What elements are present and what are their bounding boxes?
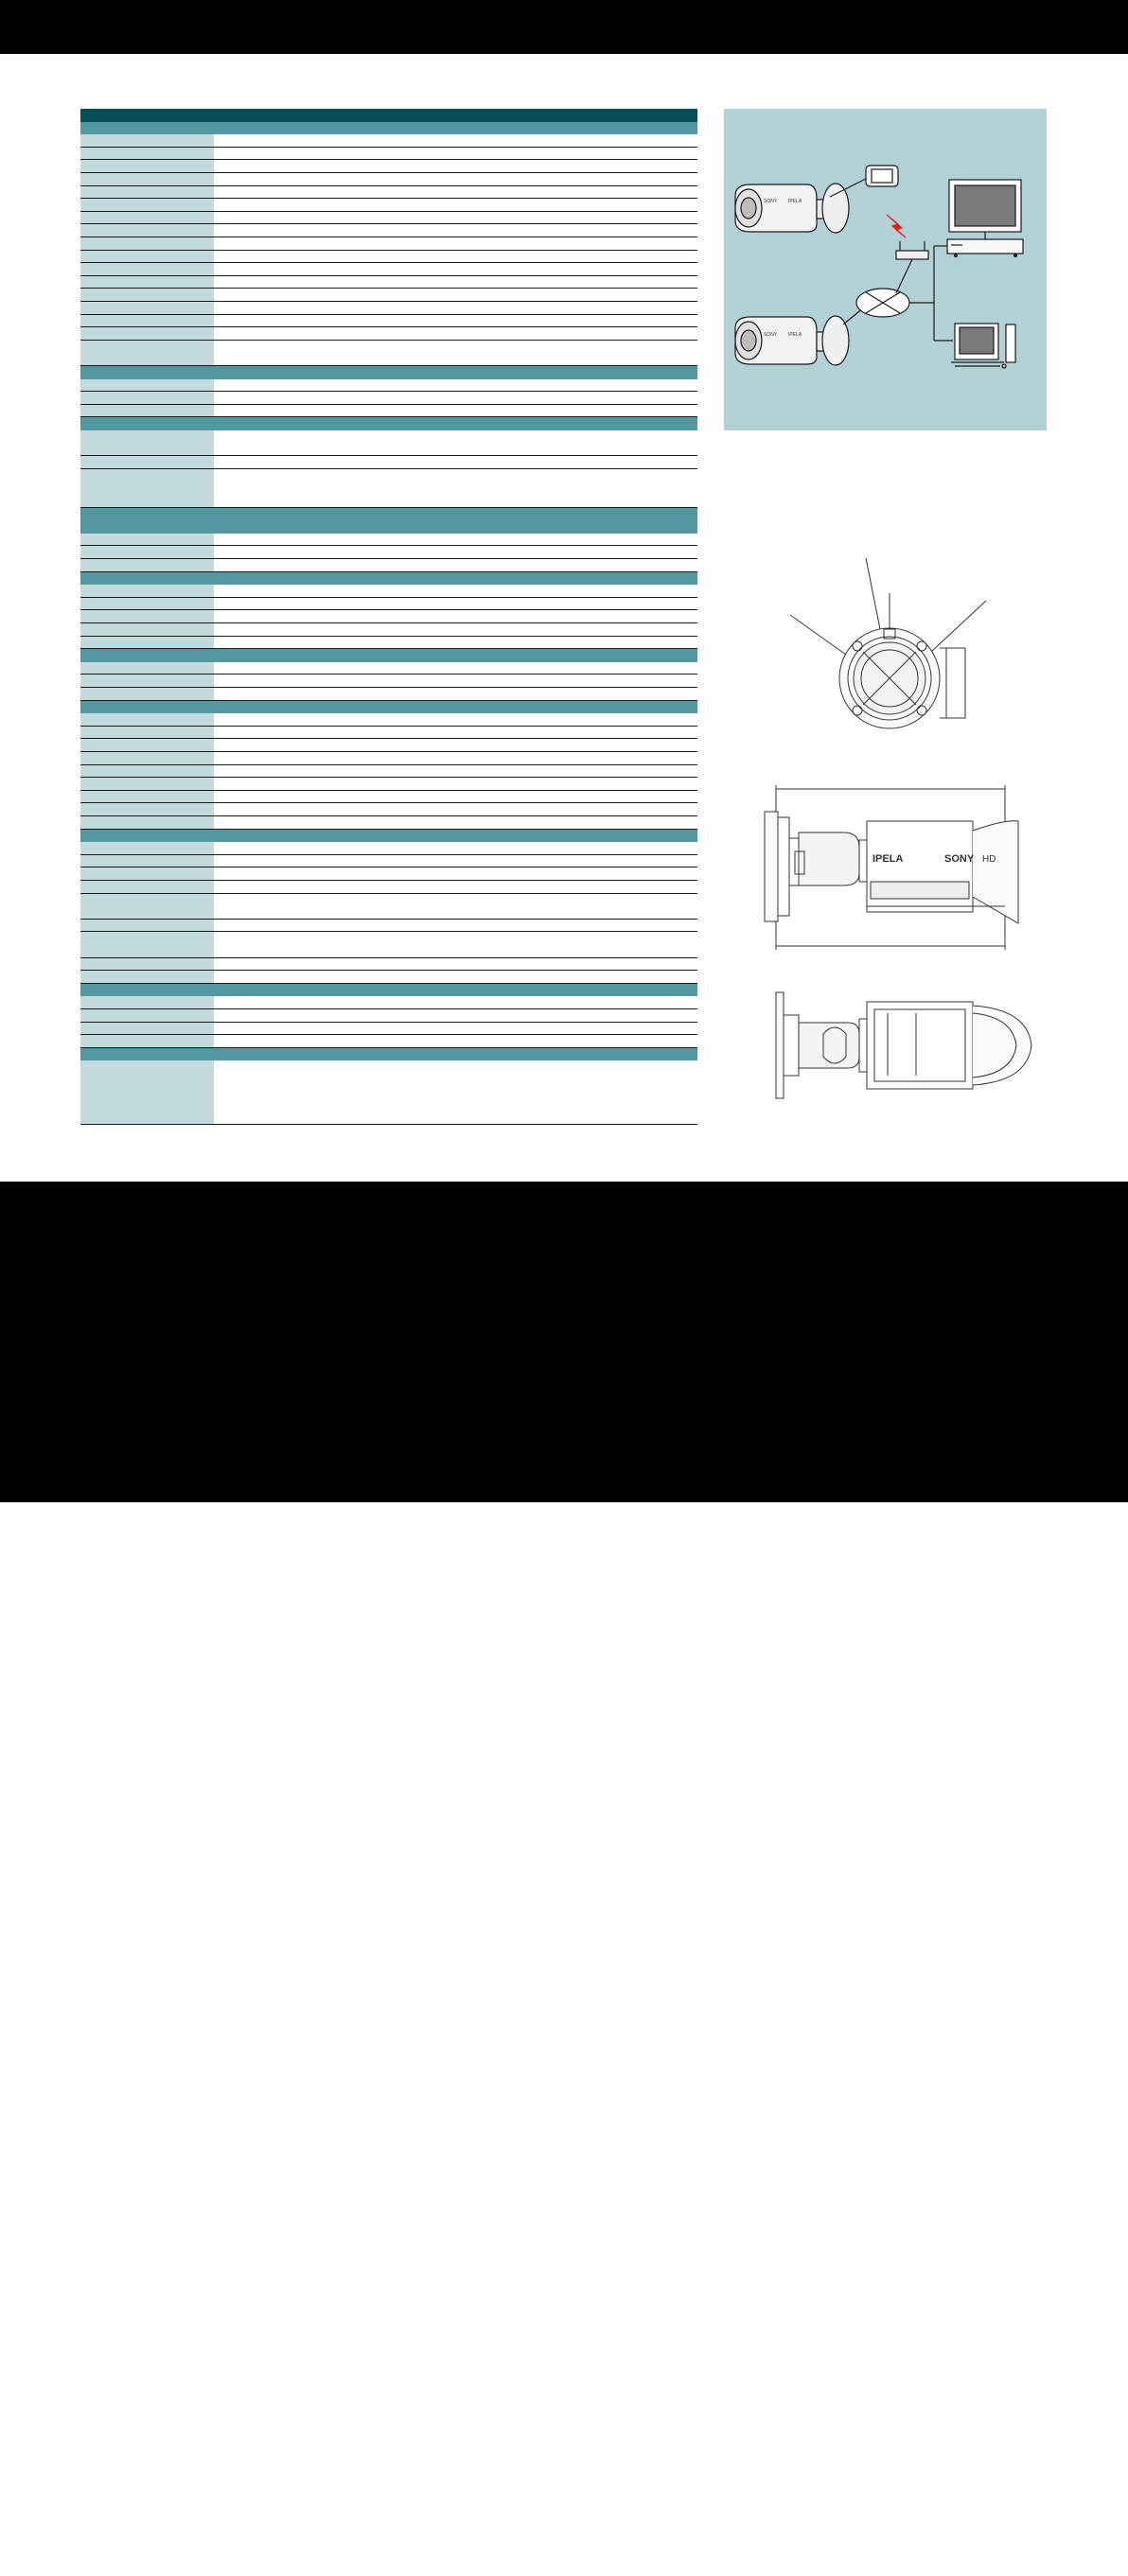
spec-row — [80, 302, 697, 315]
spec-row — [80, 713, 697, 727]
front-view-drawing — [785, 553, 994, 743]
spec-section-band — [80, 572, 697, 586]
spec-section-band — [80, 520, 697, 534]
spec-row — [80, 1023, 697, 1036]
spec-row — [80, 559, 697, 572]
spec-label-cell — [80, 791, 214, 803]
spec-label-cell — [80, 173, 214, 185]
spec-row — [80, 392, 697, 405]
spec-row — [80, 199, 697, 212]
spec-row — [80, 752, 697, 765]
spec-label-cell — [80, 276, 214, 289]
spec-row — [80, 920, 697, 933]
spec-row — [80, 341, 697, 366]
spec-row — [80, 1035, 697, 1048]
spec-section-band — [80, 122, 697, 135]
network-cloud-icon — [856, 289, 909, 317]
spec-label-cell — [80, 160, 214, 172]
spec-row — [80, 160, 697, 173]
spec-row — [80, 855, 697, 868]
spec-label-cell — [80, 263, 214, 275]
spec-row — [80, 430, 697, 456]
spec-label-cell — [80, 778, 214, 790]
spec-label-cell — [80, 688, 214, 700]
spec-table-title-band — [80, 109, 697, 122]
spec-label-cell — [80, 713, 214, 726]
spec-row — [80, 662, 697, 675]
tablet-icon — [866, 166, 898, 186]
spec-label-cell — [80, 610, 214, 622]
side-view-drawing — [757, 783, 1033, 954]
spec-row — [80, 327, 697, 341]
spec-row — [80, 610, 697, 623]
bullet-camera-icon — [735, 307, 864, 365]
spec-label-cell — [80, 379, 214, 392]
spec-label-cell — [80, 148, 214, 160]
spec-label-cell — [80, 134, 214, 147]
spec-section-band — [80, 366, 697, 379]
spec-row — [80, 148, 697, 161]
spec-row — [80, 637, 697, 650]
spec-row — [80, 379, 697, 393]
spec-label-cell — [80, 765, 214, 778]
spec-label-cell — [80, 1023, 214, 1035]
spec-row — [80, 623, 697, 637]
spec-section-band — [80, 830, 697, 843]
spec-label-cell — [80, 392, 214, 404]
spec-label-cell — [80, 675, 214, 687]
spec-label-cell — [80, 585, 214, 597]
spec-row — [80, 688, 697, 701]
spec-section-band — [80, 508, 697, 521]
spec-label-cell — [80, 289, 214, 301]
spec-label-cell — [80, 752, 214, 764]
top-view-drawing — [765, 989, 1041, 1104]
spec-label-cell — [80, 971, 214, 983]
spec-row — [80, 996, 697, 1009]
top-bar — [0, 0, 1128, 54]
spec-section-band — [80, 417, 697, 430]
spec-row — [80, 778, 697, 791]
spec-row — [80, 598, 697, 611]
spec-label-cell — [80, 920, 214, 932]
spec-row — [80, 546, 697, 559]
spec-row — [80, 894, 697, 920]
ipela-marking: IPELA — [872, 853, 904, 865]
spec-row — [80, 932, 697, 957]
spec-label-cell — [80, 405, 214, 417]
spec-label-cell — [80, 894, 214, 919]
hd-marking: HD — [982, 854, 996, 865]
spec-label-cell — [80, 816, 214, 829]
spec-label-cell — [80, 224, 214, 237]
system-diagram-svg — [724, 109, 1047, 430]
spec-row — [80, 134, 697, 148]
spec-label-cell — [80, 237, 214, 250]
spec-label-cell — [80, 958, 214, 971]
sony-marking: SONY — [944, 853, 975, 865]
camera-series-text: IPELA — [788, 199, 802, 204]
spec-row — [80, 803, 697, 816]
spec-label-cell — [80, 623, 214, 636]
spec-label-cell — [80, 662, 214, 675]
spec-row — [80, 224, 697, 237]
spec-section-band — [80, 701, 697, 714]
spec-label-cell — [80, 1060, 214, 1124]
spec-label-cell — [80, 546, 214, 558]
spec-row — [80, 842, 697, 855]
spec-row — [80, 765, 697, 779]
spec-label-cell — [80, 598, 214, 610]
spec-label-cell — [80, 302, 214, 314]
spec-label-cell — [80, 212, 214, 224]
spec-row — [80, 867, 697, 881]
spec-row — [80, 186, 697, 200]
spec-label-cell — [80, 996, 214, 1008]
spec-row — [80, 456, 697, 469]
spec-label-cell — [80, 932, 214, 956]
spec-label-cell — [80, 637, 214, 649]
spec-label-cell — [80, 469, 214, 507]
spec-label-cell — [80, 559, 214, 571]
spec-row — [80, 534, 697, 547]
spec-row — [80, 405, 697, 418]
spec-label-cell — [80, 456, 214, 468]
spec-label-cell — [80, 842, 214, 854]
spec-label-cell — [80, 251, 214, 263]
spec-row — [80, 958, 697, 972]
spec-row — [80, 276, 697, 289]
spec-section-band — [80, 649, 697, 662]
spec-section-band — [80, 984, 697, 997]
spec-row — [80, 1060, 697, 1125]
wireless-router-icon — [896, 241, 928, 259]
spec-label-cell — [80, 186, 214, 199]
spec-row — [80, 469, 697, 508]
spec-row — [80, 251, 697, 264]
spec-label-cell — [80, 739, 214, 751]
spec-row — [80, 585, 697, 598]
spec-label-cell — [80, 1009, 214, 1022]
spec-row — [80, 237, 697, 251]
recorder-icon — [947, 239, 1023, 257]
bottom-panel — [0, 1182, 1128, 1502]
spec-label-cell — [80, 199, 214, 211]
spec-label-cell — [80, 855, 214, 867]
wireless-signal-icon — [887, 215, 906, 237]
spec-label-cell — [80, 803, 214, 815]
system-diagram — [724, 109, 1047, 430]
monitor-icon — [949, 180, 1021, 239]
spec-label-cell — [80, 327, 214, 340]
spec-row — [80, 816, 697, 830]
spec-row — [80, 1009, 697, 1023]
spec-label-cell — [80, 881, 214, 893]
spec-table — [80, 109, 697, 1125]
spec-label-cell — [80, 727, 214, 739]
spec-row — [80, 212, 697, 225]
bullet-camera-icon — [735, 179, 866, 233]
spec-row — [80, 971, 697, 984]
spec-row — [80, 289, 697, 302]
spec-label-cell — [80, 1035, 214, 1047]
spec-row — [80, 263, 697, 276]
bottom-info-box — [80, 2389, 537, 2576]
camera-brand-text: SONY — [764, 199, 778, 204]
desktop-pc-icon — [951, 324, 1015, 368]
svg-text:SONY: SONY — [764, 332, 778, 338]
spec-row — [80, 881, 697, 894]
spec-row — [80, 791, 697, 804]
spec-label-cell — [80, 315, 214, 327]
spec-row — [80, 739, 697, 752]
spec-label-cell — [80, 534, 214, 546]
spec-row — [80, 173, 697, 186]
spec-row — [80, 315, 697, 328]
spec-row — [80, 675, 697, 688]
svg-text:IPELA: IPELA — [788, 332, 802, 338]
spec-label-cell — [80, 341, 214, 365]
spec-label-cell — [80, 430, 214, 455]
spec-section-band — [80, 1048, 697, 1061]
spec-row — [80, 727, 697, 740]
spec-label-cell — [80, 867, 214, 880]
